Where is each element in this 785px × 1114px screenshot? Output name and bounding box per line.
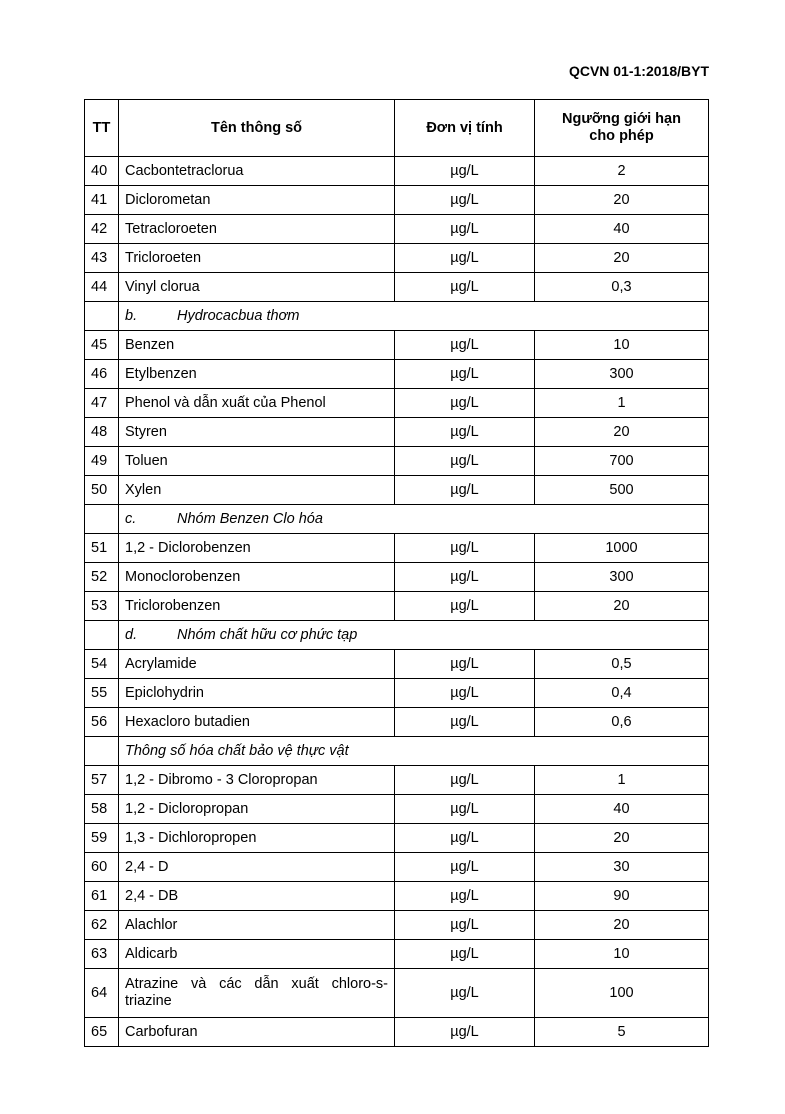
limit-value: 20 xyxy=(535,911,709,940)
limit-value: 1000 xyxy=(535,534,709,563)
row-number: 62 xyxy=(85,911,119,940)
unit-cell: µg/L xyxy=(395,1018,535,1047)
unit-cell: µg/L xyxy=(395,708,535,737)
limit-value: 100 xyxy=(535,969,709,1018)
limit-value: 10 xyxy=(535,940,709,969)
limit-value: 1 xyxy=(535,766,709,795)
parameter-name: Monoclorobenzen xyxy=(119,563,395,592)
table-row xyxy=(85,563,709,592)
group-row xyxy=(85,302,709,331)
unit-cell: µg/L xyxy=(395,824,535,853)
limit-value: 0,6 xyxy=(535,708,709,737)
row-number: 47 xyxy=(85,389,119,418)
unit-cell: µg/L xyxy=(395,766,535,795)
unit-cell: µg/L xyxy=(395,244,535,273)
document-code: QCVN 01-1:2018/BYT xyxy=(568,63,709,79)
group-letter: c. xyxy=(125,510,137,527)
group-row xyxy=(85,505,709,534)
group-title-cell xyxy=(119,302,709,331)
parameter-table xyxy=(84,99,709,1047)
limit-value: 0,4 xyxy=(535,679,709,708)
table-row xyxy=(85,969,709,1018)
unit-cell: µg/L xyxy=(395,679,535,708)
parameter-name: 1,2 - Diclorobenzen xyxy=(119,534,395,563)
parameter-name: Tetracloroeten xyxy=(119,215,395,244)
row-number: 46 xyxy=(85,360,119,389)
row-number: 48 xyxy=(85,418,119,447)
row-number: 50 xyxy=(85,476,119,505)
table-row xyxy=(85,766,709,795)
row-number: 42 xyxy=(85,215,119,244)
table-row xyxy=(85,157,709,186)
unit-cell: µg/L xyxy=(395,273,535,302)
group-title: Nhóm chất hữu cơ phức tạp xyxy=(177,626,358,643)
limit-value: 300 xyxy=(535,360,709,389)
row-number: 51 xyxy=(85,534,119,563)
table-row xyxy=(85,911,709,940)
table-row xyxy=(85,882,709,911)
row-number: 45 xyxy=(85,331,119,360)
parameter-name: Xylen xyxy=(119,476,395,505)
limit-value: 20 xyxy=(535,592,709,621)
parameter-name: Carbofuran xyxy=(119,1018,395,1047)
unit-cell: µg/L xyxy=(395,795,535,824)
row-number: 41 xyxy=(85,186,119,215)
parameter-name: Benzen xyxy=(119,331,395,360)
group-tt-cell xyxy=(85,505,119,534)
group-title-cell xyxy=(119,505,709,534)
header-limit xyxy=(535,100,709,157)
table-row xyxy=(85,360,709,389)
unit-cell: µg/L xyxy=(395,969,535,1018)
row-number: 57 xyxy=(85,766,119,795)
limit-value: 700 xyxy=(535,447,709,476)
limit-value: 0,5 xyxy=(535,650,709,679)
group-title-cell xyxy=(119,737,709,766)
row-number: 56 xyxy=(85,708,119,737)
parameter-name: Etylbenzen xyxy=(119,360,395,389)
row-number: 58 xyxy=(85,795,119,824)
parameter-name: Hexacloro butadien xyxy=(119,708,395,737)
row-number: 59 xyxy=(85,824,119,853)
limit-value: 90 xyxy=(535,882,709,911)
limit-value: 10 xyxy=(535,331,709,360)
header-limit-line1: Ngưỡng giới hạn xyxy=(562,111,681,127)
group-title: Thông số hóa chất bảo vệ thực vật xyxy=(125,742,349,759)
header-name: Tên thông số xyxy=(119,100,395,157)
table-row xyxy=(85,476,709,505)
unit-cell: µg/L xyxy=(395,476,535,505)
group-title: Hydrocacbua thơm xyxy=(177,307,300,324)
limit-value: 20 xyxy=(535,824,709,853)
unit-cell: µg/L xyxy=(395,911,535,940)
table-row xyxy=(85,418,709,447)
row-number: 43 xyxy=(85,244,119,273)
table-row xyxy=(85,534,709,563)
table-row xyxy=(85,795,709,824)
parameter-name: Alachlor xyxy=(119,911,395,940)
limit-value: 40 xyxy=(535,215,709,244)
unit-cell: µg/L xyxy=(395,882,535,911)
table-row xyxy=(85,708,709,737)
group-tt-cell xyxy=(85,737,119,766)
row-number: 65 xyxy=(85,1018,119,1047)
row-number: 53 xyxy=(85,592,119,621)
table-row xyxy=(85,853,709,882)
row-number: 55 xyxy=(85,679,119,708)
parameter-name: Diclorometan xyxy=(119,186,395,215)
parameter-name: Tricloroeten xyxy=(119,244,395,273)
parameter-name: 2,4 - D xyxy=(119,853,395,882)
limit-value: 0,3 xyxy=(535,273,709,302)
header-tt: TT xyxy=(85,100,119,157)
limit-value: 20 xyxy=(535,186,709,215)
unit-cell: µg/L xyxy=(395,215,535,244)
table-row xyxy=(85,679,709,708)
unit-cell: µg/L xyxy=(395,534,535,563)
group-row xyxy=(85,621,709,650)
limit-value: 500 xyxy=(535,476,709,505)
table-row xyxy=(85,244,709,273)
group-title: Nhóm Benzen Clo hóa xyxy=(177,510,323,527)
parameter-name: Styren xyxy=(119,418,395,447)
unit-cell: µg/L xyxy=(395,447,535,476)
group-tt-cell xyxy=(85,302,119,331)
table-body xyxy=(85,157,709,1047)
parameter-name: 1,2 - Dibromo - 3 Cloropropan xyxy=(119,766,395,795)
unit-cell: µg/L xyxy=(395,853,535,882)
parameter-name: 1,3 - Dichloropropen xyxy=(119,824,395,853)
limit-value: 40 xyxy=(535,795,709,824)
limit-value: 5 xyxy=(535,1018,709,1047)
parameter-name: Triclorobenzen xyxy=(119,592,395,621)
group-tt-cell xyxy=(85,621,119,650)
limit-value: 1 xyxy=(535,389,709,418)
limit-value: 300 xyxy=(535,563,709,592)
group-row xyxy=(85,737,709,766)
row-number: 60 xyxy=(85,853,119,882)
table-row xyxy=(85,1018,709,1047)
parameter-name: Phenol và dẫn xuất của Phenol xyxy=(119,389,395,418)
limit-value: 20 xyxy=(535,418,709,447)
table-row xyxy=(85,331,709,360)
unit-cell: µg/L xyxy=(395,940,535,969)
parameter-name: Atrazine và các dẫn xuất chloro-s-triazine xyxy=(119,969,395,1018)
table-row xyxy=(85,592,709,621)
header-limit-line2: cho phép xyxy=(589,128,654,144)
row-number: 54 xyxy=(85,650,119,679)
table-row xyxy=(85,824,709,853)
header-unit: Đơn vị tính xyxy=(395,100,535,157)
group-letter: d. xyxy=(125,626,138,643)
table-row xyxy=(85,186,709,215)
parameter-name: Vinyl clorua xyxy=(119,273,395,302)
parameter-name: Acrylamide xyxy=(119,650,395,679)
row-number: 52 xyxy=(85,563,119,592)
unit-cell: µg/L xyxy=(395,418,535,447)
unit-cell: µg/L xyxy=(395,331,535,360)
table-row xyxy=(85,650,709,679)
limit-value: 30 xyxy=(535,853,709,882)
unit-cell: µg/L xyxy=(395,563,535,592)
parameter-name: Epiclohydrin xyxy=(119,679,395,708)
parameter-name: Toluen xyxy=(119,447,395,476)
row-number: 44 xyxy=(85,273,119,302)
limit-value: 20 xyxy=(535,244,709,273)
parameter-name: 2,4 - DB xyxy=(119,882,395,911)
limit-value: 2 xyxy=(535,157,709,186)
row-number: 61 xyxy=(85,882,119,911)
row-number: 49 xyxy=(85,447,119,476)
table-row xyxy=(85,273,709,302)
table-row xyxy=(85,940,709,969)
row-number: 64 xyxy=(85,969,119,1018)
unit-cell: µg/L xyxy=(395,650,535,679)
row-number: 40 xyxy=(85,157,119,186)
unit-cell: µg/L xyxy=(395,360,535,389)
unit-cell: µg/L xyxy=(395,157,535,186)
group-title-cell xyxy=(119,621,709,650)
table-header-row xyxy=(85,100,709,157)
unit-cell: µg/L xyxy=(395,592,535,621)
row-number: 63 xyxy=(85,940,119,969)
unit-cell: µg/L xyxy=(395,186,535,215)
parameter-name: Cacbontetraclorua xyxy=(119,157,395,186)
parameter-name: Aldicarb xyxy=(119,940,395,969)
table-row xyxy=(85,215,709,244)
unit-cell: µg/L xyxy=(395,389,535,418)
parameter-name: 1,2 - Dicloropropan xyxy=(119,795,395,824)
table-row xyxy=(85,389,709,418)
group-letter: b. xyxy=(125,307,138,324)
table-row xyxy=(85,447,709,476)
